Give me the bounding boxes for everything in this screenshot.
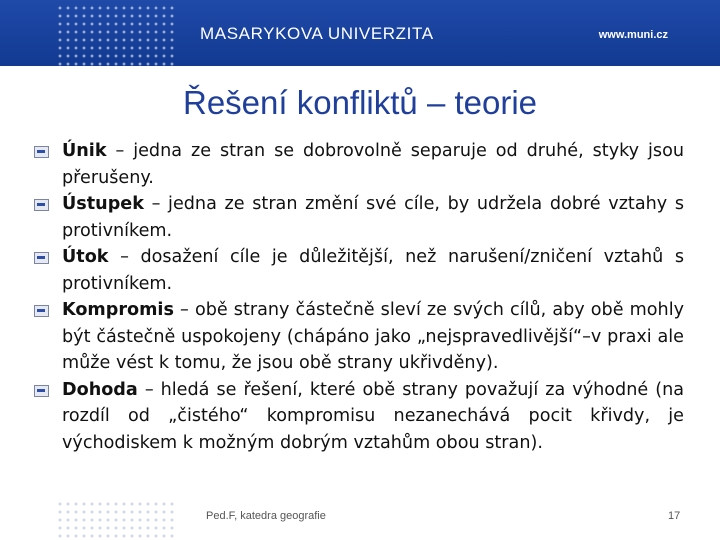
website-url[interactable]: www.muni.cz [598, 29, 668, 41]
list-item [34, 138, 684, 191]
bullet-icon [34, 385, 49, 397]
bullet-list [34, 138, 684, 456]
bullet-icon [34, 199, 49, 211]
list-item [34, 297, 684, 377]
item-text: – hledá se řešení, které obě strany považují za výhodné (na rozdíl od „čistého“ kompromisu nezanechává pocit křivdy, je východiskem k možným dobrým vztahům obou stran). [62, 379, 684, 453]
list-item [34, 377, 684, 457]
footer-text: Ped.F, katedra geografie [206, 510, 326, 522]
item-term: Ústupek [62, 194, 144, 214]
item-term: Dohoda [62, 379, 138, 400]
slide-title: Řešení konfliktů – teorie [182, 84, 538, 121]
item-text: – dosažení cíle je důležitější, než narušení/zničení vztahů s protivníkem. [62, 247, 684, 294]
page-number: 17 [668, 510, 681, 522]
item-text: – jedna ze stran změní své cíle, by udržela dobré vztahy s protivníkem. [62, 194, 684, 241]
bullet-icon [34, 146, 49, 158]
item-term: Útok [62, 247, 109, 267]
item-text: – jedna ze stran se dobrovolně separuje od druhé, styky jsou přerušeny. [62, 141, 684, 188]
logo-dot-grid [56, 4, 174, 78]
bullet-icon [34, 252, 49, 264]
item-term: Kompromis [62, 300, 174, 320]
item-term: Únik [62, 141, 107, 161]
header-bar [0, 0, 720, 66]
list-item [34, 244, 684, 297]
list-item [34, 191, 684, 244]
bullet-icon [34, 305, 49, 317]
item-text: – obě strany částečně sleví ze svých cílů, aby obě mohly být částečně uspokojeny (chápáno jako „nejspravedlivější“–v praxi ale může vést k tomu, že jsou obě strany ukřivděny). [62, 300, 684, 373]
university-name: MASARYKOVA UNIVERZITA [200, 24, 434, 43]
footer-dot-grid [56, 500, 174, 540]
